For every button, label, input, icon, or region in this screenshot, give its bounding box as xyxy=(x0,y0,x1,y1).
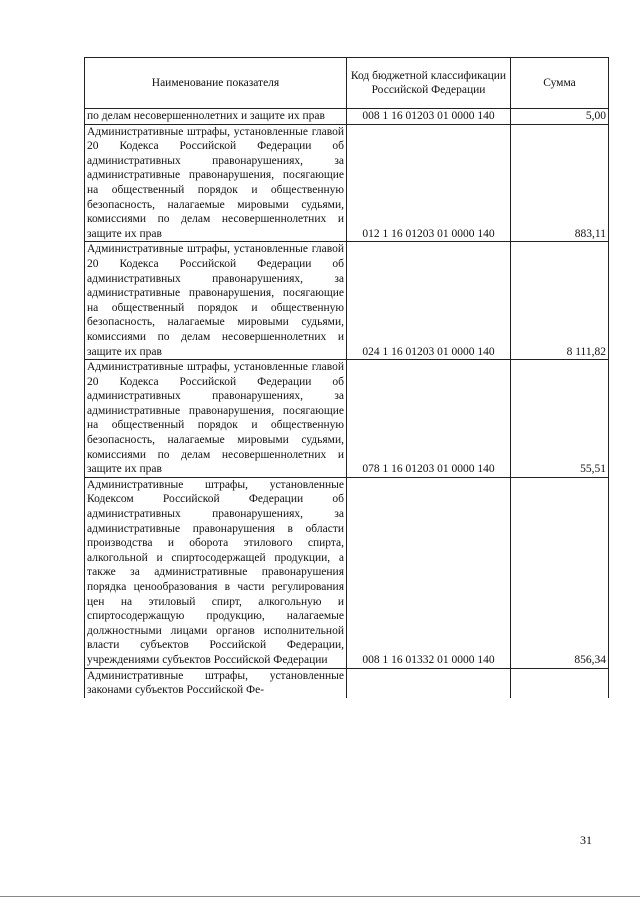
budget-revenue-table xyxy=(84,57,609,698)
table-row xyxy=(85,668,609,698)
row-code: 008 1 16 01203 01 0000 140 xyxy=(347,109,511,125)
row-sum: 5,00 xyxy=(511,109,609,125)
row-code: 024 1 16 01203 01 0000 140 xyxy=(347,242,511,360)
row-name: Административные штрафы, установленные законами субъектов Российской Фе- xyxy=(85,668,347,698)
table-row xyxy=(85,124,609,242)
row-code: 078 1 16 01203 01 0000 140 xyxy=(347,360,511,478)
row-name: Административные штрафы, установленные главой 20 Кодекса Российской Федерации об административных правонарушениях, за административные правонарушения, посягающие на общественный порядок и общественную безопасность, налагаемые мировыми судьями, комиссиями по делам несовершеннолетних и защите их прав xyxy=(85,360,347,478)
row-sum: 856,34 xyxy=(511,477,609,668)
header-name: Наименование показателя xyxy=(85,58,347,109)
row-code: 008 1 16 01332 01 0000 140 xyxy=(347,477,511,668)
table-header-row xyxy=(85,58,609,109)
row-name: по делам несовершеннолетних и защите их прав xyxy=(85,109,347,125)
row-sum xyxy=(511,668,609,698)
header-code: Код бюджетной классификации Российской Федерации xyxy=(347,58,511,109)
row-name: Административные штрафы, установленные Кодексом Российской Федерации об административных правонарушениях, за административные правонарушения в области производства и оборота этилового спирта, алкогольной и спиртосодержащей продукции, а также за административные правонарушения порядка ценообразования в части регулирования цен на этиловый спирт, алкогольную и спиртосодержащую продукцию, налагаемые должностными лицами органов исполнительной власти субъектов Российской Федерации, учреждениями субъектов Российской Федерации xyxy=(85,477,347,668)
row-sum: 55,51 xyxy=(511,360,609,478)
table-row xyxy=(85,477,609,668)
header-sum: Сумма xyxy=(511,58,609,109)
row-code xyxy=(347,668,511,698)
table-row xyxy=(85,360,609,478)
row-name: Административные штрафы, установленные главой 20 Кодекса Российской Федерации об административных правонарушениях, за административные правонарушения, посягающие на общественный порядок и общественную безопасность, налагаемые мировыми судьями, комиссиями по делам несовершеннолетних и защите их прав xyxy=(85,242,347,360)
table-row xyxy=(85,109,609,125)
page-bottom-divider xyxy=(0,896,640,897)
row-code: 012 1 16 01203 01 0000 140 xyxy=(347,124,511,242)
row-name: Административные штрафы, установленные главой 20 Кодекса Российской Федерации об административных правонарушениях, за административные правонарушения, посягающие на общественный порядок и общественную безопасность, налагаемые мировыми судьями, комиссиями по делам несовершеннолетних и защите их прав xyxy=(85,124,347,242)
row-sum: 883,11 xyxy=(511,124,609,242)
table-row xyxy=(85,242,609,360)
page-number: 31 xyxy=(580,833,592,847)
row-sum: 8 111,82 xyxy=(511,242,609,360)
